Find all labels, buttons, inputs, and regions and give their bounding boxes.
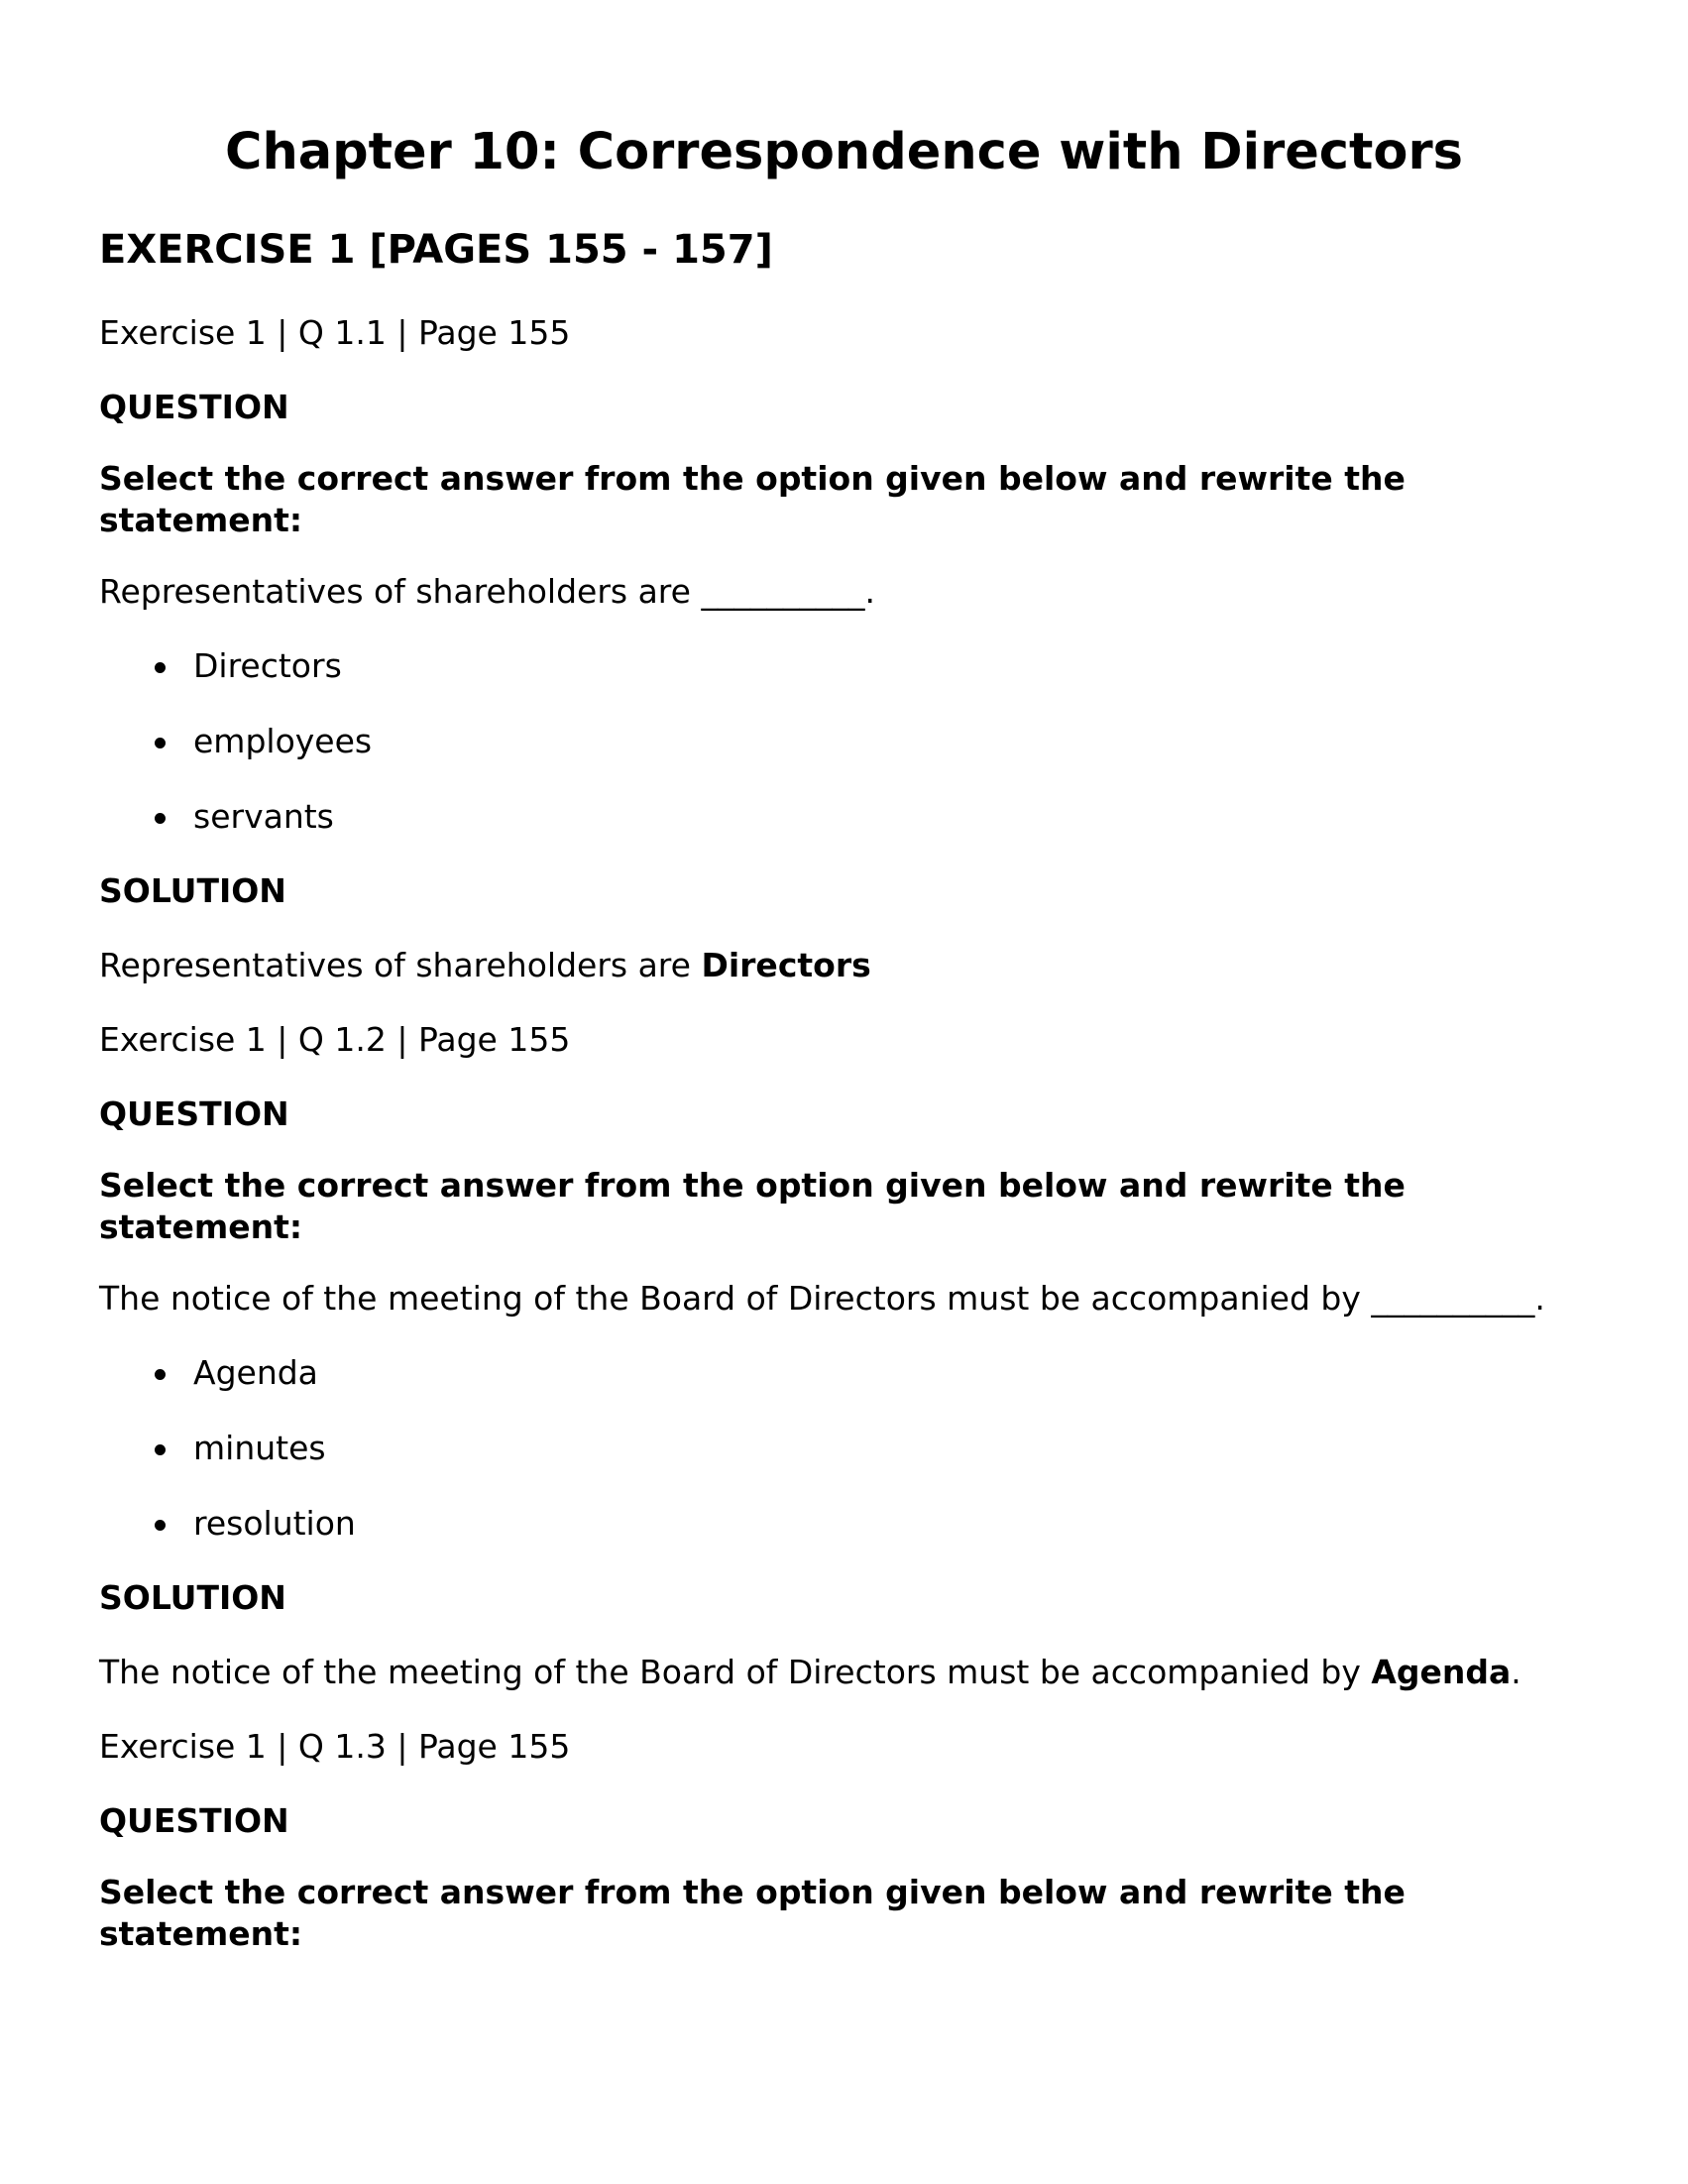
solution-label: SOLUTION: [99, 871, 286, 910]
bullet-icon: [155, 1520, 166, 1531]
solution-suffix: .: [1511, 1653, 1521, 1691]
option-list: [99, 642, 1596, 841]
question-stem: The notice of the meeting of the Board of Directors must be accompanied by __________.: [99, 1279, 1545, 1318]
solution-answer: Agenda: [1371, 1653, 1512, 1691]
solution-prefix: Representatives of shareholders are: [99, 946, 702, 984]
question-block-1-2: [99, 1016, 1596, 1696]
question-reference: Exercise 1 | Q 1.1 | Page 155: [99, 313, 571, 352]
question-instruction: Select the correct answer from the option given below and rewrite the statement:: [99, 1166, 1406, 1246]
option-item: [99, 793, 1596, 841]
solution-answer: Directors: [701, 946, 871, 984]
option-text: resolution: [193, 1504, 356, 1543]
option-text: servants: [193, 797, 334, 836]
exercise-heading: EXERCISE 1 [PAGES 155 - 157]: [99, 227, 773, 273]
bullet-icon: [155, 813, 166, 824]
solution-prefix: The notice of the meeting of the Board of Directors must be accompanied by: [99, 1653, 1372, 1691]
option-text: Directors: [193, 646, 342, 685]
question-label: QUESTION: [99, 388, 289, 426]
question-instruction: Select the correct answer from the option given below and rewrite the statement:: [99, 1873, 1406, 1953]
option-item: [99, 718, 1596, 765]
question-instruction: Select the correct answer from the option given below and rewrite the statement:: [99, 459, 1406, 539]
bullet-icon: [155, 662, 166, 673]
question-block-1-3: [99, 1723, 1596, 1955]
solution-text: [99, 1649, 1596, 1696]
option-item: [99, 1425, 1596, 1472]
option-text: Agenda: [193, 1353, 318, 1392]
option-item: [99, 642, 1596, 690]
exercise-content: [99, 309, 1596, 1982]
question-label: QUESTION: [99, 1094, 289, 1133]
option-item: [99, 1349, 1596, 1397]
question-label: QUESTION: [99, 1801, 289, 1840]
question-reference: Exercise 1 | Q 1.3 | Page 155: [99, 1727, 571, 1766]
question-stem: Representatives of shareholders are __________.: [99, 572, 875, 611]
bullet-icon: [155, 1444, 166, 1455]
chapter-title: Chapter 10: Correspondence with Directors: [225, 123, 1463, 181]
bullet-icon: [155, 738, 166, 748]
solution-text: [99, 942, 1596, 989]
option-text: employees: [193, 722, 373, 760]
option-item: [99, 1500, 1596, 1548]
option-list: [99, 1349, 1596, 1548]
bullet-icon: [155, 1369, 166, 1380]
option-text: minutes: [193, 1429, 326, 1467]
solution-label: SOLUTION: [99, 1578, 286, 1617]
question-block-1-1: [99, 309, 1596, 989]
question-reference: Exercise 1 | Q 1.2 | Page 155: [99, 1020, 571, 1059]
